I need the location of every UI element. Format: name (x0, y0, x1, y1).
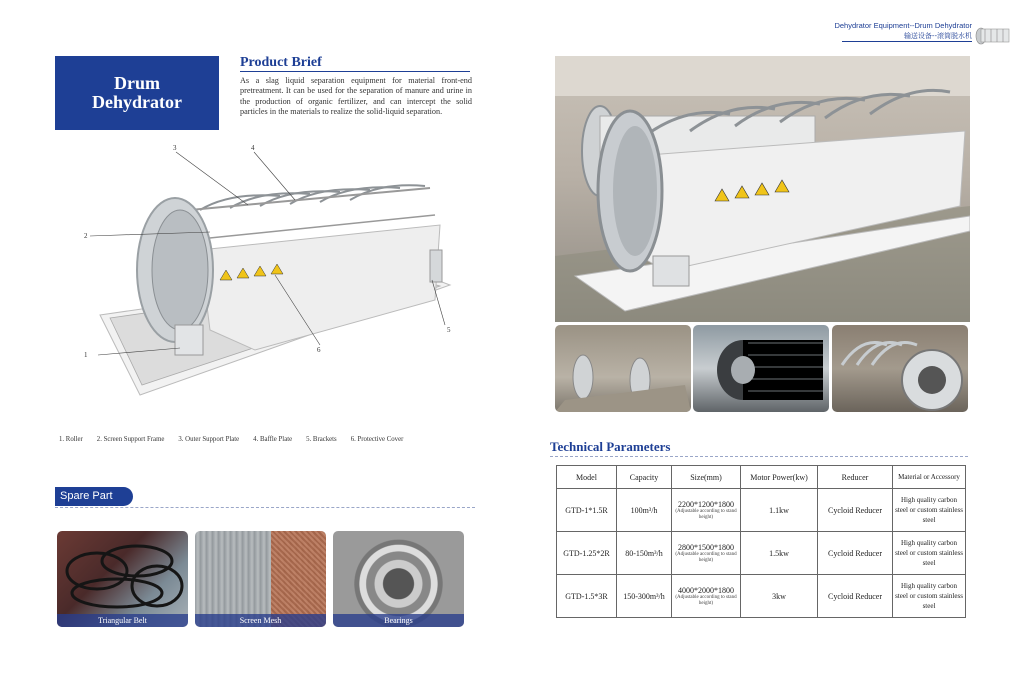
cell-reducer: Cycloid Reducer (818, 489, 893, 532)
mesh-texture (271, 531, 326, 627)
legend-item: 4. Baffle Plate (253, 436, 293, 443)
cell-material: High quality carbon steel or custom stainless steel (893, 489, 966, 532)
factory-photo-2 (693, 325, 829, 412)
technical-parameters-table (556, 465, 966, 618)
cell-power: 3kw (741, 575, 818, 618)
cell-power: 1.1kw (741, 489, 818, 532)
product-title-box (55, 56, 219, 130)
factory-photo-2-illustration (693, 325, 829, 412)
drum-dehydrator-diagram (80, 140, 480, 410)
brief-divider (240, 71, 470, 72)
size-value: 2800*1500*1800 (678, 542, 734, 552)
factory-photo-1-illustration (555, 325, 691, 412)
cell-size (672, 489, 741, 532)
callout-2: 2 (84, 232, 88, 240)
cell-model: GTD-1.5*3R (557, 575, 617, 618)
factory-photo-1 (555, 325, 691, 412)
size-value: 2200*1200*1800 (678, 499, 734, 509)
parts-legend (59, 436, 479, 443)
callout-3: 3 (173, 144, 177, 152)
header-divider (842, 41, 972, 42)
spare-part-label: Bearings (333, 614, 464, 627)
belt-illustration (57, 531, 188, 627)
legend-item: 5. Brackets (306, 436, 337, 443)
callout-6: 6 (317, 346, 321, 354)
size-note: (Adjustable according to stand height) (675, 594, 737, 606)
legend-item: 1. Roller (59, 436, 83, 443)
cell-capacity: 80-150m³/h (617, 532, 672, 575)
callout-5: 5 (447, 326, 451, 334)
col-model: Model (557, 466, 617, 489)
legend-item: 6. Protective Cover (350, 436, 404, 443)
size-note: (Adjustable according to stand height) (675, 551, 737, 563)
main-photo-illustration (555, 56, 970, 322)
col-reducer: Reducer (818, 466, 893, 489)
product-title-line2: Dehydrator (92, 92, 182, 112)
table-row (557, 575, 966, 618)
technical-parameters-divider (550, 456, 968, 457)
spare-part-bearing-photo (333, 531, 464, 627)
cell-reducer: Cycloid Reducer (818, 532, 893, 575)
cell-size (672, 575, 741, 618)
size-note: (Adjustable according to stand height) (675, 508, 737, 520)
cell-capacity: 150-300m³/h (617, 575, 672, 618)
cell-material: High quality carbon steel or custom stainless steel (893, 532, 966, 575)
callout-4: 4 (251, 144, 255, 152)
table-header-row (557, 466, 966, 489)
cell-reducer: Cycloid Reducer (818, 575, 893, 618)
cell-capacity: 100m³/h (617, 489, 672, 532)
legend-item: 2. Screen Support Frame (96, 436, 165, 443)
spare-part-label: Triangular Belt (57, 614, 188, 627)
col-capacity: Capacity (617, 466, 672, 489)
cell-material: High quality carbon steel or custom stainless steel (893, 575, 966, 618)
callout-1: 1 (84, 351, 88, 359)
table-row (557, 532, 966, 575)
cell-model: GTD-1.25*2R (557, 532, 617, 575)
spare-part-label: Screen Mesh (195, 614, 326, 627)
product-brief-text: As a slag liquid separation equipment for material front-end pretreatment. It can be used for the separation of manure and urine in the production of organic fertilizer, and can intercept the solid particles in the materials to realize the solid-liquid separation. (240, 76, 472, 117)
cell-size (672, 532, 741, 575)
factory-photo-3 (832, 325, 968, 412)
col-material: Material or Accessory (893, 466, 966, 489)
spare-part-heading: Spare Part (55, 487, 133, 506)
col-size: Size(mm) (672, 466, 741, 489)
product-brief-heading: Product Brief (240, 55, 322, 70)
spare-part-divider (55, 507, 475, 508)
table-row (557, 489, 966, 532)
spare-part-belt-photo (57, 531, 188, 627)
page-header-en: Dehydrator Equipment--Drum Dehydrator (834, 21, 972, 30)
size-value: 4000*2000*1800 (678, 585, 734, 595)
col-motor-power: Motor Power(kw) (741, 466, 818, 489)
spare-part-mesh-photo (195, 531, 326, 627)
technical-parameters-heading: Technical Parameters (550, 439, 671, 454)
cell-model: GTD-1*1.5R (557, 489, 617, 532)
cell-power: 1.5kw (741, 532, 818, 575)
legend-item: 3. Outer Support Plate (178, 436, 240, 443)
drum-dehydrator-main-photo (555, 56, 970, 322)
factory-photo-3-illustration (832, 325, 968, 412)
header-drum-thumbnail (973, 26, 1013, 46)
product-title-line1: Drum (114, 73, 160, 93)
page-header-cn: 输送设备--滚筒脱水机 (903, 32, 972, 40)
